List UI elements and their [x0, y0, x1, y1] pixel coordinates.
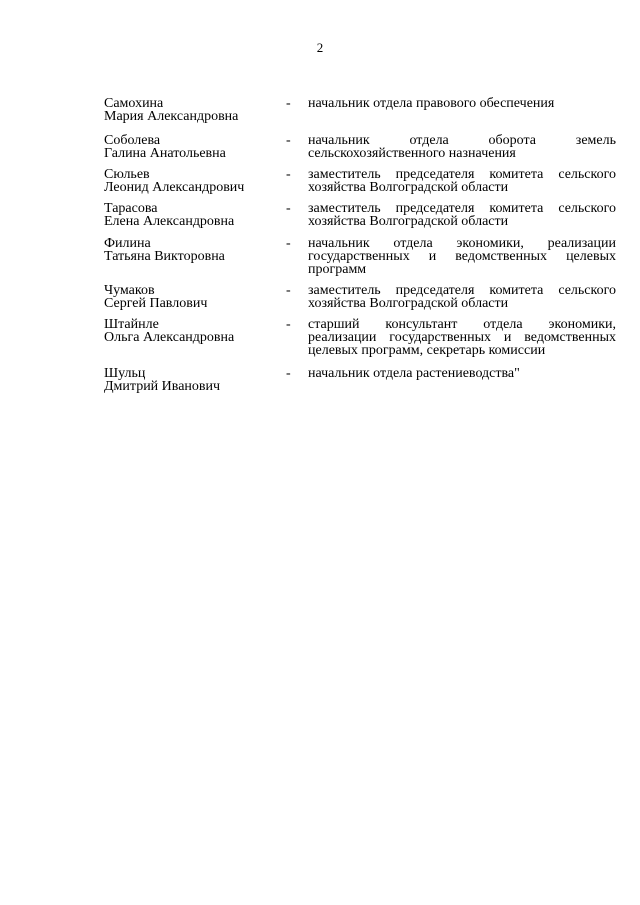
roster-row [104, 202, 616, 228]
member-given-name: Сергей Павлович [104, 296, 208, 311]
member-name [104, 134, 286, 160]
roster-row [104, 367, 616, 393]
member-name [104, 367, 286, 393]
member-surname: Сюльев [104, 167, 150, 182]
dash-separator: - [286, 283, 291, 298]
roster-row [104, 318, 616, 357]
roster-row [104, 284, 616, 310]
member-role: заместитель председателя комитета сельского хозяйства Волгоградской области [308, 201, 616, 229]
roster-row [104, 168, 616, 194]
member-role: заместитель председателя комитета сельского хозяйства Волгоградской области [308, 283, 616, 311]
member-name [104, 202, 286, 228]
roster-row [104, 134, 616, 160]
member-role: старший консультант отдела экономики, реализации государственных и ведомственных целевых программ, секретарь комиссии [308, 317, 616, 358]
dash-separator: - [286, 167, 291, 182]
member-name [104, 97, 286, 123]
member-surname: Самохина [104, 96, 164, 111]
member-surname: Штайнле [104, 317, 159, 332]
dash-separator: - [286, 133, 291, 148]
member-surname: Чумаков [104, 283, 155, 298]
member-given-name: Татьяна Викторовна [104, 249, 225, 264]
commission-roster [104, 97, 616, 393]
member-role: начальник отдела экономики, реализации государственных и ведомственных целевых программ [308, 236, 616, 277]
member-name [104, 237, 286, 276]
member-given-name: Мария Александровна [104, 109, 239, 124]
member-name [104, 284, 286, 310]
member-role: заместитель председателя комитета сельского хозяйства Волгоградской области [308, 167, 616, 195]
roster-row [104, 237, 616, 276]
member-given-name: Леонид Александрович [104, 180, 245, 195]
member-name [104, 318, 286, 357]
member-surname: Соболева [104, 133, 161, 148]
member-surname: Филина [104, 236, 151, 251]
dash-separator: - [286, 236, 291, 251]
member-surname: Шульц [104, 366, 146, 381]
member-surname: Тарасова [104, 201, 158, 216]
dash-separator: - [286, 317, 291, 332]
roster-row [104, 97, 616, 123]
member-role: начальник отдела правового обеспечения [308, 96, 555, 111]
member-given-name: Елена Александровна [104, 214, 235, 229]
member-role: начальник отдела оборота земель сельскохозяйственного назначения [308, 133, 616, 161]
member-name [104, 168, 286, 194]
dash-separator: - [286, 96, 291, 111]
dash-separator: - [286, 366, 291, 381]
member-role: начальник отдела растениеводства" [308, 366, 520, 381]
dash-separator: - [286, 201, 291, 216]
page-number: 2 [316, 40, 324, 55]
member-given-name: Дмитрий Иванович [104, 379, 221, 394]
member-given-name: Галина Анатольевна [104, 146, 226, 161]
member-given-name: Ольга Александровна [104, 330, 235, 345]
